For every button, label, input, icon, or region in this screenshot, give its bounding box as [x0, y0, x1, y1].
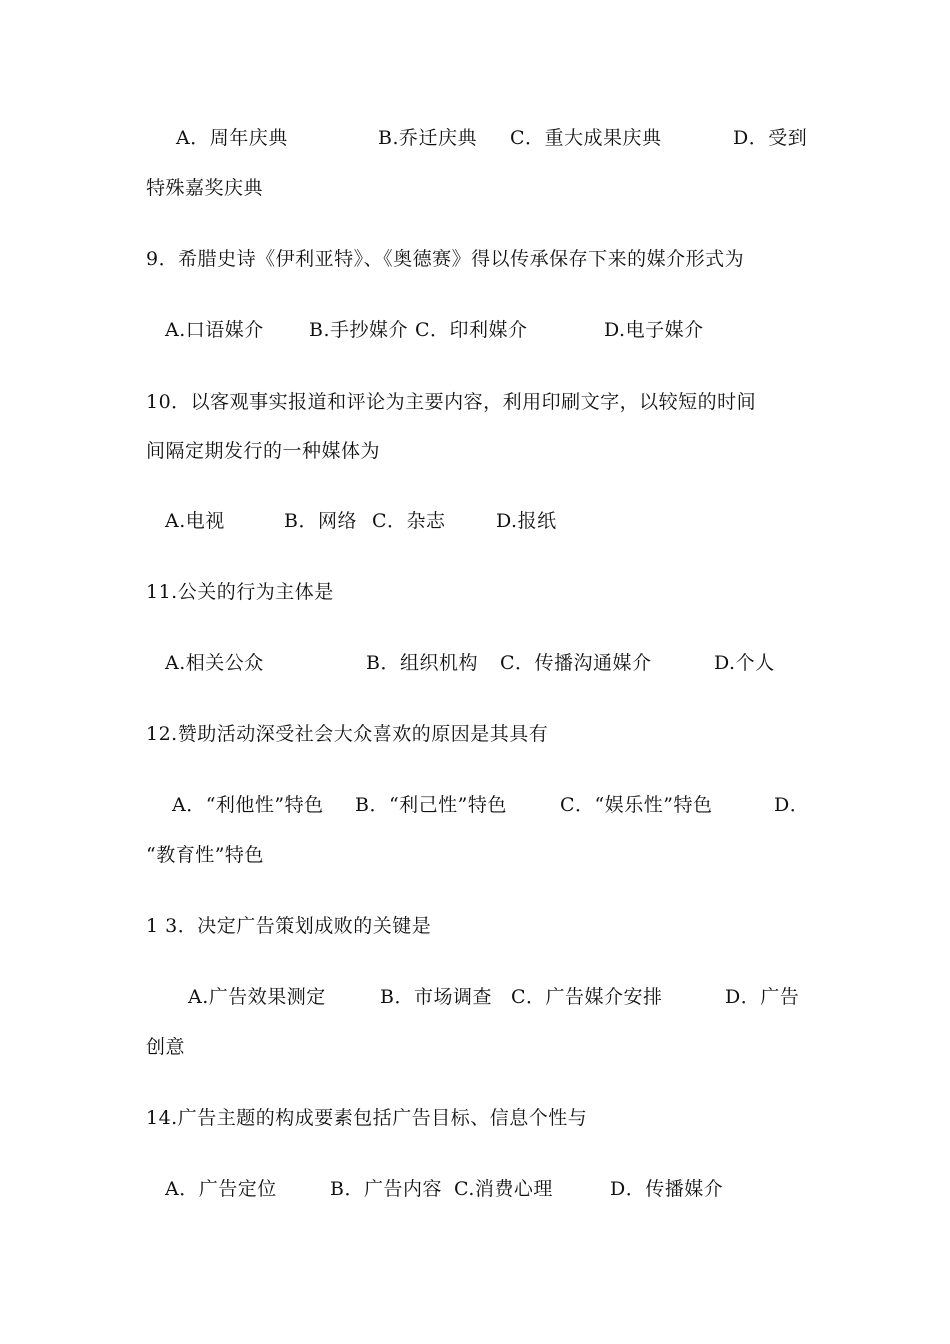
q8-option-continuation: 特殊嘉奖庆典: [146, 177, 264, 199]
q14-option-b: B．广告内容: [330, 1178, 442, 1200]
q14-option-c: C.消费心理: [454, 1178, 553, 1200]
q12-option-b: B．“利己性”特色: [355, 794, 507, 816]
q10-option-c: C．杂志: [372, 510, 446, 532]
q9-option-c: C．印利媒介: [415, 319, 528, 341]
q14-question: 14.广告主题的构成要素包括广告目标、信息个性与: [146, 1107, 588, 1129]
q13-option-b: B．市场调查: [380, 986, 492, 1008]
q8-option-d: D．受到: [733, 127, 808, 149]
q9-question: 9．希腊史诗《伊利亚特》、《奥德赛》得以传承保存下来的媒介形式为: [146, 248, 745, 270]
q14-option-d: D．传播媒介: [610, 1178, 724, 1200]
q13-option-c: C．广告媒介安排: [511, 986, 663, 1008]
q11-option-b: B．组织机构: [366, 652, 478, 674]
q9-option-d: D.电子媒介: [604, 319, 704, 341]
q12-option-c: C．“娱乐性”特色: [560, 794, 713, 816]
q8-option-b: B.乔迁庆典: [378, 127, 478, 149]
q11-option-a: A.相关公众: [165, 652, 264, 674]
q10-option-a: A.电视: [165, 510, 225, 532]
q13-option-continuation: 创意: [146, 1036, 186, 1058]
q12-question: 12.赞助活动深受社会大众喜欢的原因是其具有: [146, 723, 549, 745]
q10-question-line2: 间隔定期发行的一种媒体为: [146, 440, 381, 462]
q14-option-a: A．广告定位: [165, 1178, 277, 1200]
q13-option-a: A.广告效果测定: [188, 986, 326, 1008]
q10-question-line1: 10．以客观事实报道和评论为主要内容，利用印刷文字，以较短的时间: [146, 391, 757, 413]
q10-option-d: D.报纸: [496, 510, 557, 532]
q8-option-a: A．周年庆典: [176, 127, 288, 149]
q11-option-d: D.个人: [714, 652, 775, 674]
q9-option-b: B.手抄媒介: [309, 319, 409, 341]
q13-question: 1 3．决定广告策划成败的关键是: [146, 915, 432, 937]
q10-option-b: B．网络: [284, 510, 357, 532]
q12-option-a: A．“利他性”特色: [172, 794, 324, 816]
q11-question: 11.公关的行为主体是: [146, 581, 334, 603]
q11-option-c: C．传播沟通媒介: [500, 652, 652, 674]
q13-option-d: D．广告: [725, 986, 800, 1008]
q8-option-c: C．重大成果庆典: [510, 127, 662, 149]
q12-option-d: D．: [774, 794, 810, 816]
q12-option-continuation: “教育性”特色: [146, 844, 264, 866]
q9-option-a: A.口语媒介: [165, 319, 264, 341]
